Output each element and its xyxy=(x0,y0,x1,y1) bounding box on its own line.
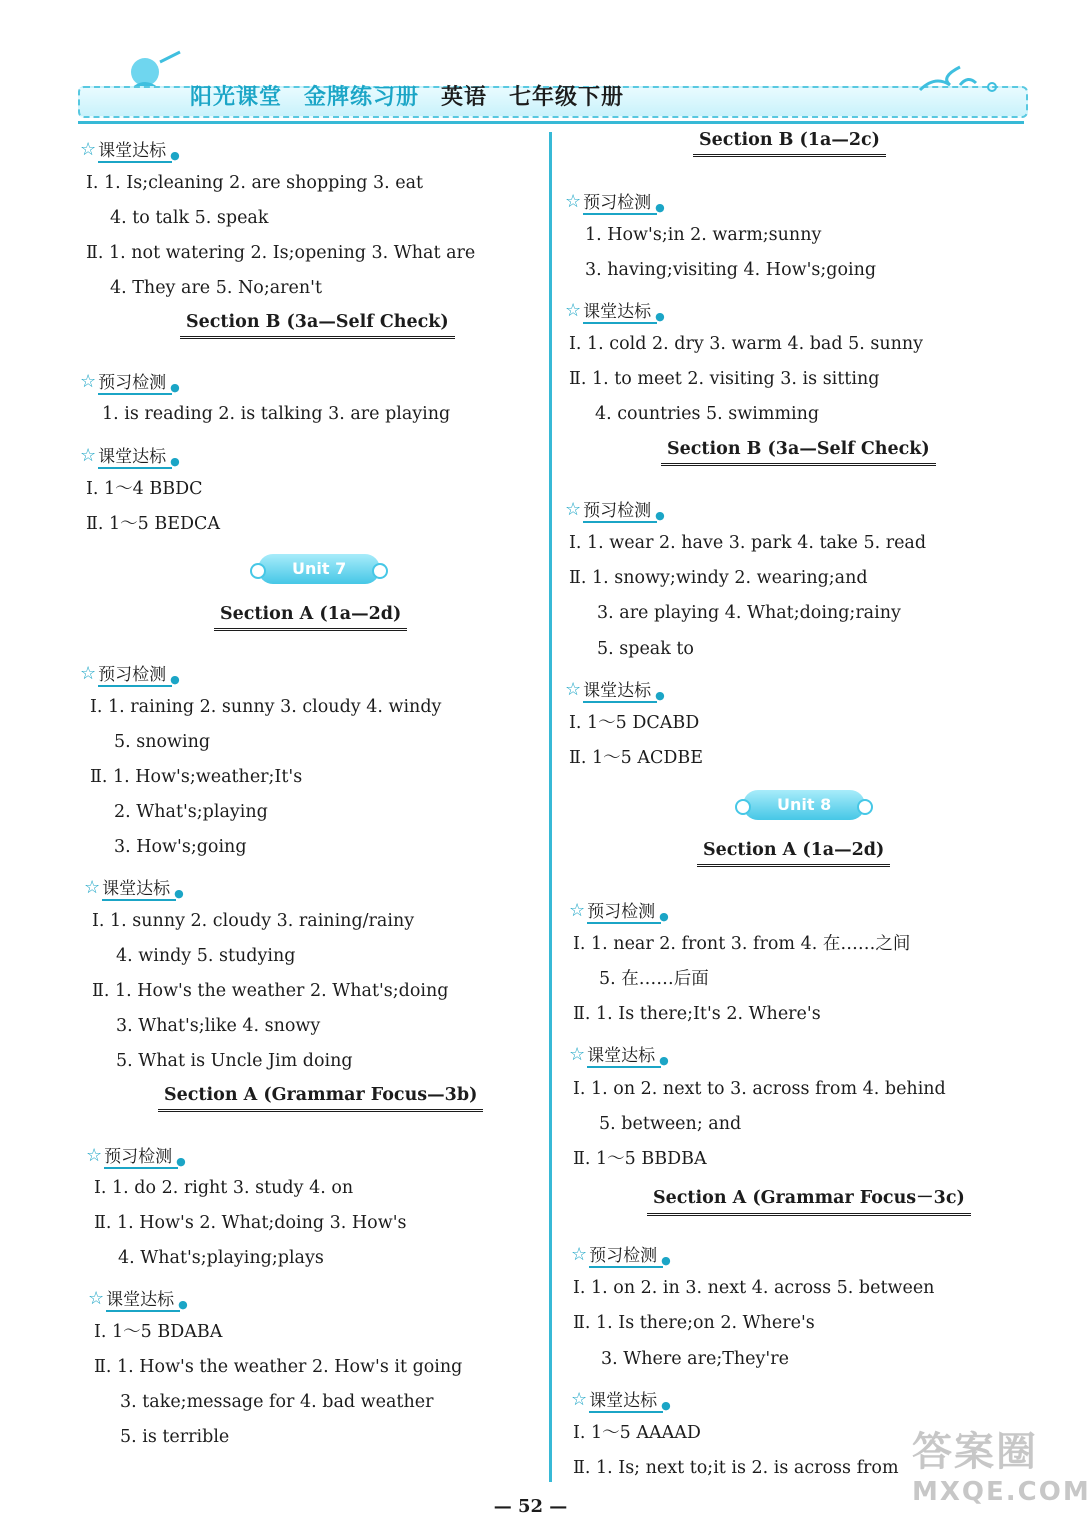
answer-line: 5. snowing xyxy=(114,732,211,752)
answer-line: 1. is reading 2. is talking 3. are playing xyxy=(102,404,451,424)
grade-name: 七年级下册 xyxy=(509,85,625,110)
preview-label: ☆ 预习检测 ● xyxy=(571,1241,671,1268)
section-title: Section B (1a—2c) xyxy=(693,130,886,157)
unit-badge: Unit 8 xyxy=(743,790,865,820)
answer-line: Ⅰ. 1～5 AAAAD xyxy=(573,1423,701,1443)
preview-label: ☆ 预习检测 ● xyxy=(80,368,180,395)
header-title xyxy=(190,80,624,111)
answer-line: 4. What's;playing;plays xyxy=(118,1248,324,1268)
answer-line: Ⅰ. 1. on 2. next to 3. across from 4. behind xyxy=(573,1079,946,1099)
column-divider xyxy=(549,132,552,1482)
answer-line: 4. to talk 5. speak xyxy=(110,208,269,228)
preview-label: ☆ 预习检测 ● xyxy=(565,188,665,215)
class-label: ☆ 课堂达标 ● xyxy=(571,1386,671,1413)
page-number: — 52 — xyxy=(493,1496,568,1517)
answer-line: 3. having;visiting 4. How's;going xyxy=(585,260,877,280)
answer-line: Ⅰ. 1. near 2. front 3. from 4. 在……之间 xyxy=(573,934,911,954)
answer-line: Ⅰ. 1. wear 2. have 3. park 4. take 5. read xyxy=(569,533,927,553)
answer-line: 4. countries 5. swimming xyxy=(595,404,820,424)
brand-name: 阳光课堂 xyxy=(190,85,283,110)
answer-line: Ⅱ. 1～5 BBDBA xyxy=(573,1149,707,1169)
series-name: 金牌练习册 xyxy=(304,85,420,110)
answer-line: Ⅱ. 1～5 BEDCA xyxy=(86,514,221,534)
answer-line: 5. between; and xyxy=(599,1114,742,1134)
preview-label: ☆ 预习检测 ● xyxy=(86,1142,186,1169)
class-label: ☆ 课堂达标 ● xyxy=(80,442,180,469)
watermark xyxy=(912,1420,1091,1530)
answer-line: Ⅰ. 1～4 BBDC xyxy=(86,479,203,499)
section-title: Section A (1a—2d) xyxy=(214,604,407,631)
class-label: ☆ 课堂达标 ● xyxy=(88,1285,188,1312)
answer-line: Ⅰ. 1. on 2. in 3. next 4. across 5. between xyxy=(573,1278,935,1298)
answer-line: 3. Where are;They're xyxy=(601,1349,789,1369)
section-title: Section B (3a—Self Check) xyxy=(180,312,455,339)
star-icon: ☆ xyxy=(80,371,97,392)
header-rule xyxy=(78,121,1024,124)
answer-line: 1. How's;in 2. warm;sunny xyxy=(585,225,822,245)
answer-line: Ⅱ. 1. How's;weather;It's xyxy=(90,767,303,787)
answer-line: Ⅰ. 1. Is;cleaning 2. are shopping 3. eat xyxy=(86,173,424,193)
answer-line: 4. They are 5. No;aren't xyxy=(110,278,322,298)
star-icon: ☆ xyxy=(88,1288,105,1309)
answer-line: Ⅱ. 1. Is there;on 2. Where's xyxy=(573,1313,815,1333)
class-label: ☆ 课堂达标 ● xyxy=(565,676,665,703)
page-header xyxy=(0,0,1061,130)
answer-line: Ⅱ. 1. not watering 2. Is;opening 3. What are xyxy=(86,243,476,263)
star-icon: ☆ xyxy=(80,139,97,160)
class-label: ☆ 课堂达标 ● xyxy=(80,136,180,163)
star-icon: ☆ xyxy=(565,300,582,321)
section-title: Section A (1a—2d) xyxy=(697,840,890,867)
preview-label: ☆ 预习检测 ● xyxy=(80,660,180,687)
answer-line: Ⅰ. 1. raining 2. sunny 3. cloudy 4. windy xyxy=(90,697,442,717)
class-label: ☆ 课堂达标 ● xyxy=(569,1041,669,1068)
star-icon: ☆ xyxy=(84,877,101,898)
star-icon: ☆ xyxy=(569,1044,586,1065)
answer-line: 3. are playing 4. What;doing;rainy xyxy=(597,603,901,623)
answer-line: Ⅱ. 1. How's the weather 2. How's it going xyxy=(94,1357,463,1377)
section-title: Section B (3a—Self Check) xyxy=(661,439,936,466)
answer-line: Ⅱ. 1～5 ACDBE xyxy=(569,748,704,768)
section-title: Section A (Grammar Focus—3b) xyxy=(158,1085,483,1112)
answer-line: Ⅰ. 1～5 DCABD xyxy=(569,713,700,733)
star-icon: ☆ xyxy=(86,1145,103,1166)
answer-line: 3. What's;like 4. snowy xyxy=(116,1016,321,1036)
subject-name: 英语 xyxy=(441,85,488,110)
birds-icon xyxy=(910,55,1000,105)
star-icon: ☆ xyxy=(571,1244,588,1265)
star-icon: ☆ xyxy=(565,191,582,212)
star-icon: ☆ xyxy=(565,499,582,520)
star-icon: ☆ xyxy=(80,663,97,684)
star-icon: ☆ xyxy=(565,679,582,700)
preview-label: ☆ 预习检测 ● xyxy=(569,897,669,924)
star-icon: ☆ xyxy=(80,445,97,466)
answer-line: 5. What is Uncle Jim doing xyxy=(116,1051,353,1071)
star-icon: ☆ xyxy=(569,900,586,921)
preview-label: ☆ 预习检测 ● xyxy=(565,496,665,523)
answer-line: Ⅱ. 1. Is there;It's 2. Where's xyxy=(573,1004,821,1024)
watermark-logo: 答案圈 xyxy=(912,1429,1038,1475)
answer-line: 3. take;message for 4. bad weather xyxy=(120,1392,434,1412)
answer-line: Ⅱ. 1. to meet 2. visiting 3. is sitting xyxy=(569,369,880,389)
answer-line: Ⅱ. 1. How's 2. What;doing 3. How's xyxy=(94,1213,407,1233)
class-label: ☆ 课堂达标 ● xyxy=(565,297,665,324)
answer-line: Ⅰ. 1. sunny 2. cloudy 3. raining/rainy xyxy=(92,911,415,931)
answer-line: 5. 在……后面 xyxy=(599,969,709,989)
unit-badge: Unit 7 xyxy=(258,554,380,584)
watermark-url: MXQE.COM xyxy=(912,1477,1091,1507)
answer-line: Ⅰ. 1. do 2. right 3. study 4. on xyxy=(94,1178,354,1198)
answer-line: Ⅱ. 1. Is; next to;it is 2. is across from xyxy=(573,1458,899,1478)
answer-line: Ⅱ. 1. How's the weather 2. What's;doing xyxy=(92,981,449,1001)
answer-line: 5. is terrible xyxy=(120,1427,230,1447)
star-icon: ☆ xyxy=(571,1389,588,1410)
answer-line: Ⅰ. 1. cold 2. dry 3. warm 4. bad 5. sunny xyxy=(569,334,924,354)
answer-line: 4. windy 5. studying xyxy=(116,946,296,966)
answer-line: 5. speak to xyxy=(597,639,694,659)
answer-line: Ⅱ. 1. snowy;windy 2. wearing;and xyxy=(569,568,868,588)
answer-line: 2. What's;playing xyxy=(114,802,268,822)
class-label: ☆ 课堂达标 ● xyxy=(84,874,184,901)
answer-line: Ⅰ. 1～5 BDABA xyxy=(94,1322,223,1342)
answer-line: 3. How's;going xyxy=(114,837,247,857)
section-title: Section A (Grammar Focus－3c) xyxy=(647,1184,971,1216)
